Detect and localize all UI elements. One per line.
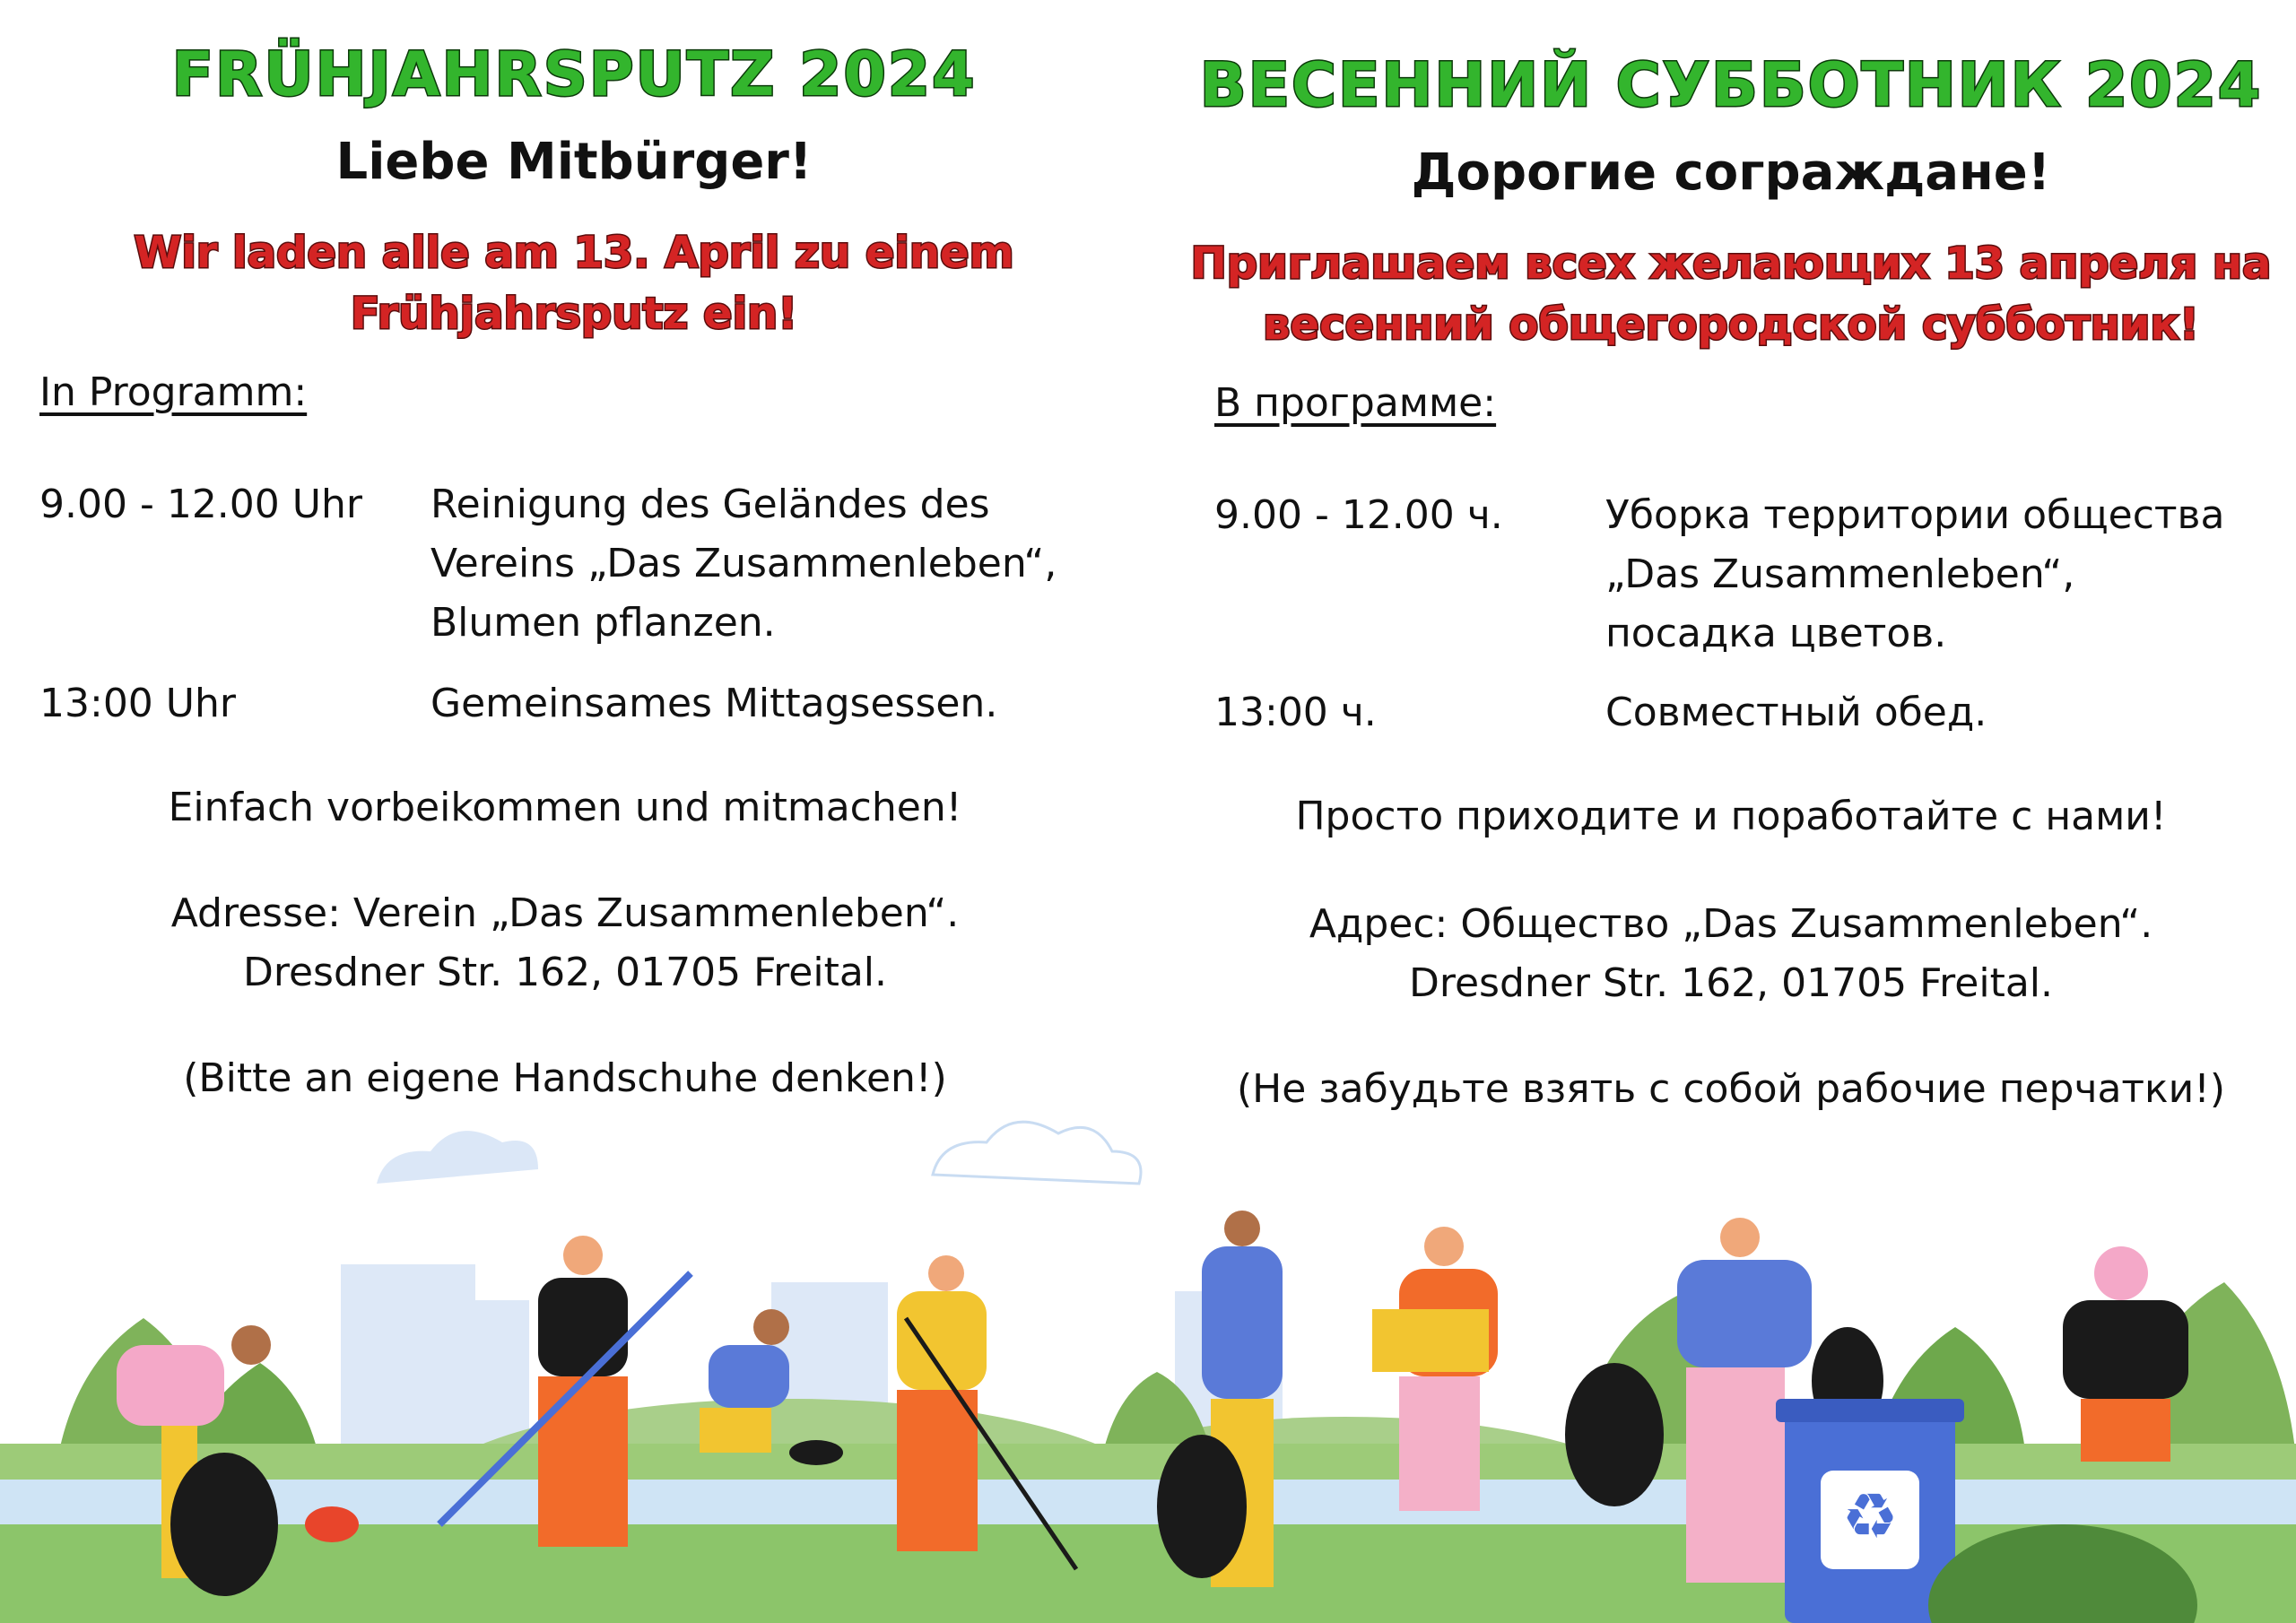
clouds bbox=[377, 1122, 1141, 1184]
invite-line: Frühjahrsputz ein! bbox=[350, 289, 798, 339]
program-label: В программе: bbox=[1214, 380, 1497, 426]
description-line: Gemeinsames Mittagsessen. bbox=[430, 681, 998, 726]
schedule-time: 13:00 ч. bbox=[1214, 690, 1377, 735]
description-line: Уборка территории общества bbox=[1605, 492, 2225, 538]
schedule-description bbox=[430, 674, 997, 733]
description-line: Reinigung des Geländes des bbox=[430, 482, 990, 527]
german-invitation bbox=[0, 222, 1148, 344]
schedule-time: 13:00 Uhr bbox=[39, 681, 236, 726]
recycle-icon: ♻ bbox=[1841, 1480, 1899, 1553]
description-line: „Das Zusammenleben“, bbox=[1605, 551, 2075, 597]
russian-invitation bbox=[1157, 233, 2296, 355]
address-line: Dresdner Str. 162, 01705 Freital. bbox=[242, 950, 888, 995]
address-line: Адрес: Общество „Das Zusammenleben“. bbox=[1309, 901, 2153, 947]
call-to-action: Einfach vorbeikommen und mitmachen! bbox=[168, 785, 962, 830]
invite-line: весенний общегородской субботник! bbox=[1263, 299, 2199, 350]
gloves-note: (Не забудьте взять с собой рабочие перчатки!) bbox=[1236, 1066, 2226, 1112]
cleanup-illustration bbox=[0, 1085, 2296, 1623]
description-line: посадка цветов. bbox=[1605, 611, 1947, 656]
german-greeting: Liebe Mitbürger! bbox=[335, 133, 813, 191]
german-column bbox=[0, 0, 1148, 1112]
description-line: Blumen pflanzen. bbox=[430, 600, 776, 646]
schedule-description bbox=[1605, 486, 2224, 664]
description-line: Совместный обед. bbox=[1605, 690, 1987, 735]
schedule-description bbox=[430, 475, 1057, 653]
call-to-action: Просто приходите и поработайте с нами! bbox=[1295, 794, 2167, 839]
address-line: Dresdner Str. 162, 01705 Freital. bbox=[1408, 960, 2054, 1006]
german-title: FRÜHJAHRSPUTZ 2024 bbox=[171, 39, 977, 110]
program-label: In Programm: bbox=[39, 369, 308, 415]
schedule-time: 9.00 - 12.00 ч. bbox=[1214, 492, 1503, 538]
gloves-note: (Bitte an eigene Handschuhe denken!) bbox=[183, 1055, 947, 1101]
invite-line: Приглашаем всех желающих 13 апреля на bbox=[1190, 239, 2272, 289]
volunteer-pink-hair bbox=[2063, 1246, 2188, 1462]
invite-line: Wir laden alle am 13. April zu einem bbox=[134, 228, 1014, 278]
schedule-description bbox=[1605, 683, 1987, 742]
schedule-time: 9.00 - 12.00 Uhr bbox=[39, 482, 362, 527]
description-line: Vereins „Das Zusammenleben“, bbox=[430, 541, 1057, 586]
address-line: Adresse: Verein „Das Zusammenleben“. bbox=[170, 890, 960, 936]
russian-greeting: Дорогие сограждане! bbox=[1411, 143, 2051, 202]
russian-column bbox=[1157, 0, 2296, 1112]
address-block bbox=[0, 884, 1148, 1002]
russian-title: ВЕСЕННИЙ СУББОТНИК 2024 bbox=[1199, 50, 2263, 121]
address-block bbox=[1157, 895, 2296, 1013]
